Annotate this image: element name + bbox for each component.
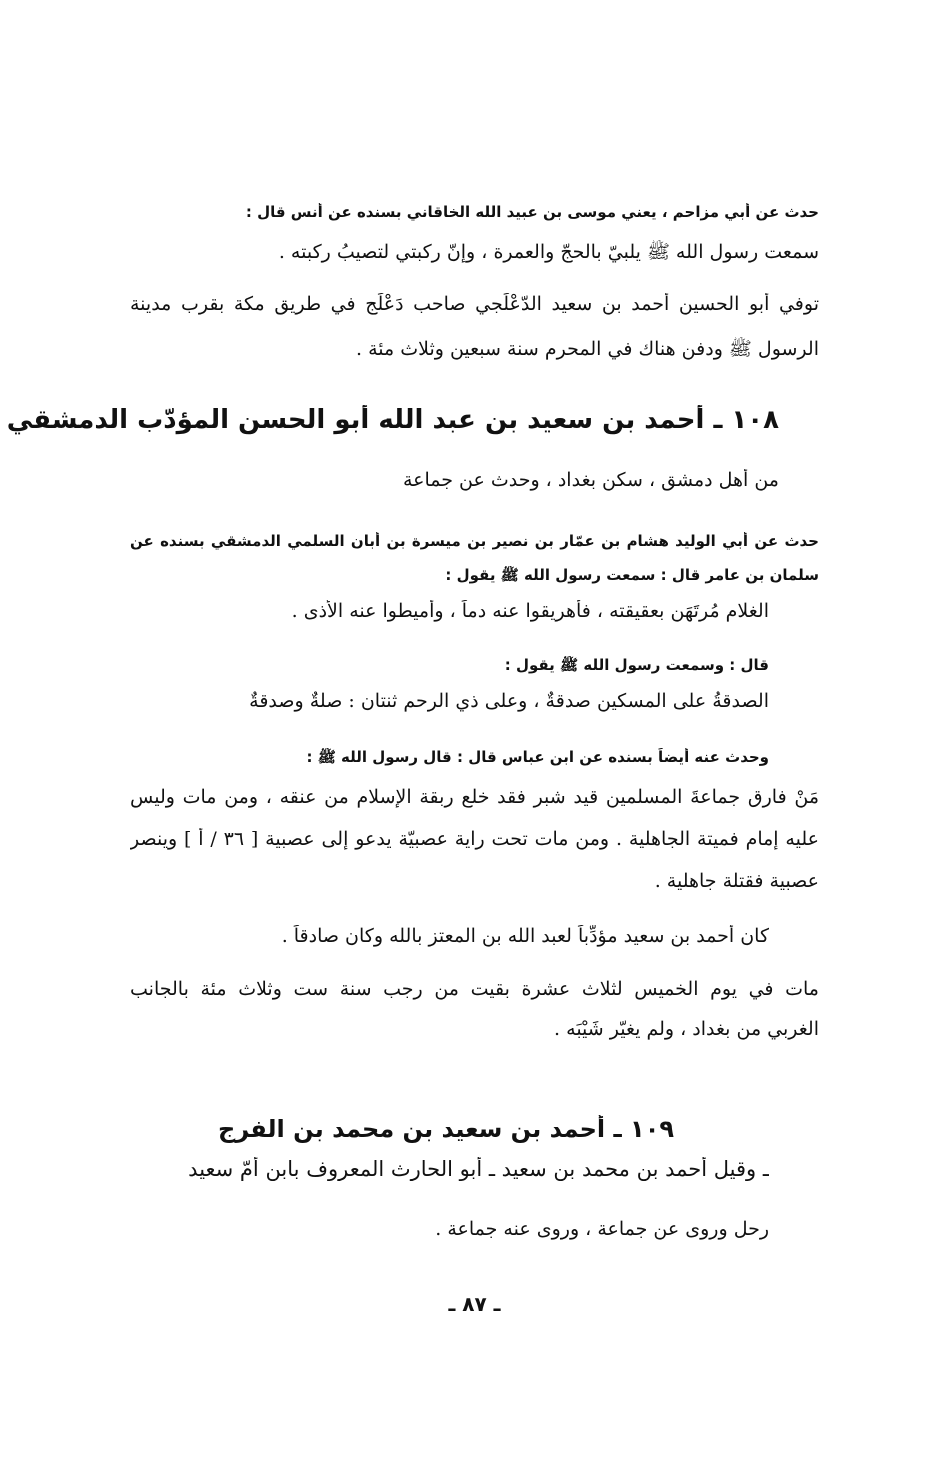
paragraph-line: رحل وروى عن جماعة ، وروى عنه جماعة . [435,1218,769,1240]
page-number: ـ ٨٧ ـ [448,1292,501,1316]
isnad-line: قال : وسمعت رسول الله ﷺ يقول : [504,656,769,674]
entry-subheading: ـ وقيل أحمد بن محمد بن سعيد ـ أبو الحارث المعروف بابن أمّ سعيد [188,1157,769,1181]
hadith-text: الصدقةُ على المسكين صدقةٌ ، وعلى ذي الرحم ثنتان : صلةٌ وصدقةٌ [249,690,769,712]
paragraph-line: كان أحمد بن سعيد مؤدِّباً لعبد الله بن المعتز بالله وكان صادقاً . [281,925,769,947]
paragraph-line: الرسول ﷺ ودفن هناك في المحرم سنة سبعين وثلاث مئة . [356,338,819,360]
isnad-line: حدث عن أبي مزاحم ، يعني موسى بن عبيد الله الخاقاني بسنده عن أنس قال : [245,203,819,221]
isnad-line: وحدث عنه أيضاً بسنده عن ابن عباس قال : قال رسول الله ﷺ : [306,748,769,766]
hadith-text: عصبية فقتلة جاهلية . [654,870,819,892]
hadith-text: الغلام مُرتَهَن بعقيقته ، فأهريقوا عنه دماً ، وأميطوا عنه الأذى . [291,600,769,622]
hadith-text: سمعت رسول الله ﷺ يلبيّ بالحجّ والعمرة ، وإنّ ركبتي لتصيبُ ركبته . [278,241,819,263]
entry-heading: ١٠٩ ـ أحمد بن سعيد بن محمد بن الفرج [218,1115,674,1143]
paragraph-line: مات في يوم الخميس لثلاث عشرة بقيت من رجب سنة ست وثلاث مئة بالجانب [130,978,819,1000]
isnad-line: سلمان بن عامر قال : سمعت رسول الله ﷺ يقول : [445,566,819,584]
hadith-text: عليه إمام فميتة الجاهلية . ومن مات تحت راية عصبيّة يدعو إلى عصبية [ ٣٦ / أ ] وينصر [130,828,819,850]
hadith-text: مَنْ فارق جماعةَ المسلمين قيد شبر فقد خلع رِبقة الإسلام من عنقه ، ومن مات وليس [130,786,819,808]
isnad-line: حدث عن أبي الوليد هشام بن عمّار بن نصير بن ميسرة بن أبان السلمي الدمشقي بسنده عن [130,532,819,550]
paragraph-line: الغربي من بغداد ، ولم يغيّر شَيْبَه . [554,1018,819,1040]
paragraph-line: من أهل دمشق ، سكن بغداد ، وحدث عن جماعة [402,469,779,491]
paragraph-line: توفي أبو الحسين أحمد بن سعيد الدّعْلَجي صاحب دَعْلَج في طريق مكة بقرب مدينة [130,293,819,315]
entry-heading: ١٠٨ ـ أحمد بن سعيد بن عبد الله أبو الحسن المؤدّب الدمشقي [6,405,779,435]
